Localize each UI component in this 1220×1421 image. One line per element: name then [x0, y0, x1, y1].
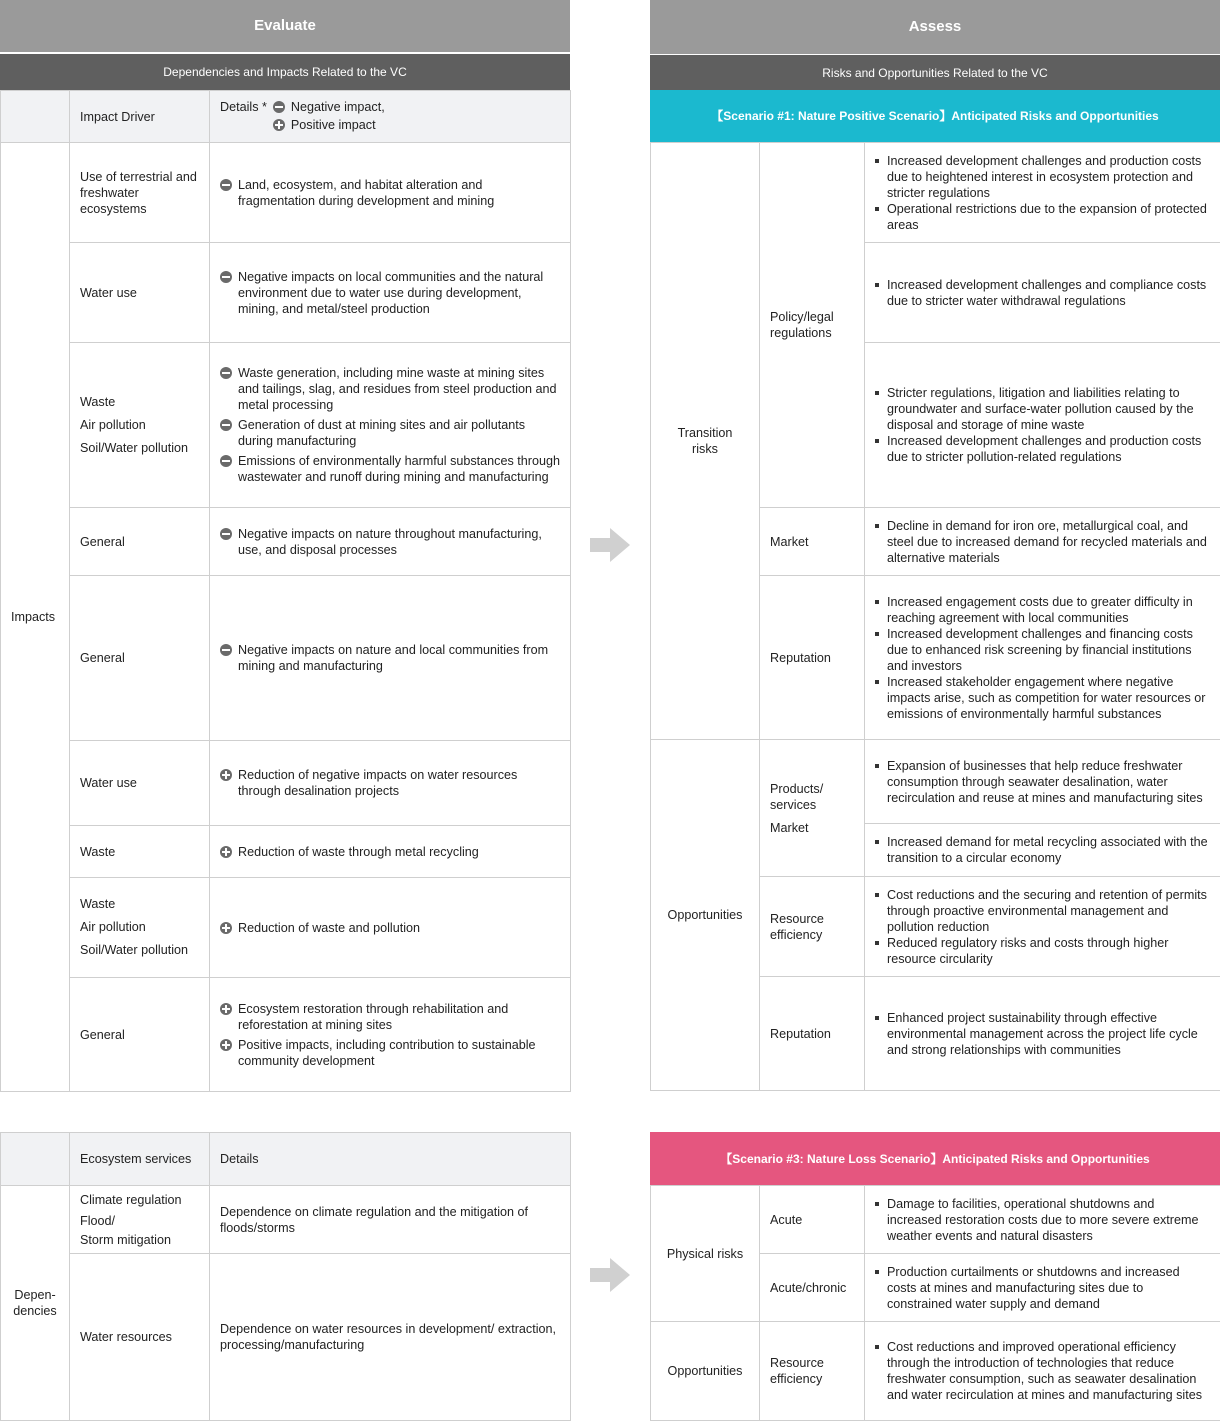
impact-details-cell	[210, 243, 571, 343]
impact-driver: Use of terrestrial and freshwater ecosystems	[80, 169, 197, 216]
impact-driver-cell	[70, 741, 210, 826]
bullet-item: Increased demand for metal recycling associated with the transition to a circular economy	[875, 834, 1210, 866]
minus-circle-icon	[220, 528, 232, 540]
evaluate-header: Evaluate	[0, 0, 570, 52]
plus-circle-icon	[273, 119, 285, 131]
impact-text: Negative impacts on nature and local communities from mining and manufacturing	[238, 643, 549, 673]
impact-driver-cell	[70, 978, 210, 1092]
policy-legal-label: Policy/legal regulations	[760, 143, 865, 508]
impact-details-cell	[210, 826, 571, 878]
impact-driver: Waste	[80, 394, 116, 409]
assess-subheader: Risks and Opportunities Related to the VC	[650, 55, 1220, 90]
impacts-table	[0, 90, 571, 1092]
impact-driver: Waste	[80, 897, 116, 911]
risk-cell	[865, 243, 1220, 343]
right-arrow-icon	[590, 1258, 630, 1292]
details-header-label: Details *	[220, 99, 267, 114]
scenario1-banner: 【Scenario #1: Nature Positive Scenario】Anticipated Risks and Opportunities	[650, 90, 1220, 142]
dependency-details-header: Details	[210, 1133, 571, 1186]
impact-driver: Soil/Water pollution	[80, 943, 189, 957]
impact-details-cell	[210, 878, 571, 978]
plus-circle-icon	[220, 922, 232, 934]
acute-label: Acute	[760, 1186, 865, 1254]
impact-driver-header: Impact Driver	[70, 91, 210, 143]
resource-efficiency-label: Resource efficiency	[760, 877, 865, 977]
impact-driver-cell	[70, 508, 210, 576]
bullet-item: Cost reductions and the securing and retention of permits through proactive environmental management and pollution reduction	[875, 887, 1210, 935]
corner-cell	[1, 91, 70, 143]
service-line: Flood/ Storm mitigation	[80, 1214, 171, 1247]
bullet-item: Reduced regulatory risks and costs through higher resource circularity	[875, 935, 1210, 967]
right-arrow-icon	[590, 528, 630, 562]
impact-driver-cell	[70, 143, 210, 243]
risk-cell	[865, 1254, 1220, 1322]
impact-driver-cell	[70, 878, 210, 978]
impact-text: Negative impacts on local communities and the natural environment due to water use during development, mining, and metal/steel production	[238, 269, 544, 316]
impact-text: Emissions of environmentally harmful substances through wastewater and runoff during mining and manufacturing	[238, 454, 560, 484]
minus-circle-icon	[273, 101, 285, 113]
minus-circle-icon	[220, 419, 232, 431]
impact-item	[220, 844, 560, 860]
impact-item	[220, 417, 560, 449]
opportunity-cell	[865, 824, 1220, 877]
impact-text: Generation of dust at mining sites and air pollutants during manufacturing	[238, 418, 526, 448]
impact-driver: Water use	[80, 285, 137, 300]
impact-text: Negative impacts on nature throughout manufacturing, use, and disposal processes	[238, 526, 542, 557]
impact-item	[220, 269, 560, 317]
ecosystem-services-header: Ecosystem services	[70, 1133, 210, 1186]
acute-chronic-label: Acute/chronic	[760, 1254, 865, 1322]
scenario3-table	[650, 1185, 1220, 1421]
bullet-item: Increased engagement costs due to greater difficulty in reaching agreement with local communities	[875, 594, 1210, 626]
minus-circle-icon	[220, 644, 232, 656]
market-label: Market	[760, 508, 865, 576]
risk-cell	[865, 1186, 1220, 1254]
products-services-label: Products/ services Market	[760, 740, 865, 877]
opportunity-cell	[865, 977, 1220, 1091]
impact-driver: Air pollution	[80, 920, 146, 934]
assess-header: Assess	[650, 0, 1220, 54]
bullet-item: Damage to facilities, operational shutdowns and increased restoration costs due to more severe extreme weather events and natural disasters	[875, 1196, 1210, 1244]
bullet-item: Increased development challenges and production costs due to stricter pollution-related regulations	[875, 433, 1210, 465]
impact-details-cell	[210, 741, 571, 826]
bullet-item: Cost reductions and improved operational efficiency through the introduction of technologies that reduce freshwater consumption, such as seawater desalination and water recirculation at mines and manufacturing sites	[875, 1339, 1210, 1403]
bullet-item: Expansion of businesses that help reduce freshwater consumption through seawater desalination, water recirculation and reuse at mines and manufacturing sites	[875, 758, 1210, 806]
impact-item	[220, 453, 560, 485]
plus-circle-icon	[220, 769, 232, 781]
risk-cell	[865, 143, 1220, 243]
service-cell: Water resources	[70, 1254, 210, 1421]
impact-item	[220, 920, 560, 936]
bullet-item: Increased stakeholder engagement where negative impacts arise, such as competition for water resources or emissions of environmentally harmful substances	[875, 674, 1210, 722]
impact-details-cell	[210, 143, 571, 243]
scenario3-banner: 【Scenario #3: Nature Loss Scenario】Anticipated Risks and Opportunities	[650, 1132, 1220, 1185]
corner-cell	[1, 1133, 70, 1186]
impact-item	[220, 767, 560, 799]
impact-item	[220, 1037, 560, 1069]
bullet-item: Enhanced project sustainability through effective environmental management across the project life cycle and strong relationships with communities	[875, 1010, 1210, 1058]
resource-efficiency-label: Resource efficiency	[760, 1322, 865, 1421]
impact-details-cell	[210, 343, 571, 508]
impact-text: Land, ecosystem, and habitat alteration and fragmentation during development and mining	[238, 177, 495, 208]
impact-driver: Water use	[80, 776, 137, 790]
impact-text: Reduction of negative impacts on water resources through desalination projects	[238, 768, 518, 798]
dependency-detail: Dependence on climate regulation and the mitigation of floods/storms	[210, 1186, 571, 1254]
risk-cell	[865, 576, 1220, 740]
minus-circle-icon	[220, 367, 232, 379]
evaluate-subheader: Dependencies and Impacts Related to the VC	[0, 54, 570, 90]
plus-circle-icon	[220, 1003, 232, 1015]
minus-circle-icon	[220, 455, 232, 467]
opportunity-cell	[865, 1322, 1220, 1421]
risk-cell	[865, 343, 1220, 508]
dependencies-group-label: Depen- dencies	[1, 1186, 70, 1421]
bullet-item: Increased development challenges and compliance costs due to stricter water withdrawal regulations	[875, 277, 1210, 309]
bullet-item: Decline in demand for iron ore, metallurgical coal, and steel due to increased demand for recycled materials and alternative materials	[875, 518, 1210, 566]
impacts-group-label: Impacts	[1, 143, 70, 1092]
impact-text: Reduction of waste and pollution	[238, 920, 421, 935]
legend-negative: Negative impact,	[290, 99, 385, 114]
bullet-item: Operational restrictions due to the expansion of protected areas	[875, 201, 1210, 233]
impact-item	[220, 642, 560, 674]
impact-driver: Air pollution	[80, 417, 146, 432]
opportunities-label: Opportunities	[651, 740, 760, 1091]
physical-risks-label: Physical risks	[651, 1186, 760, 1322]
opportunities-label: Opportunities	[651, 1322, 760, 1421]
impact-text: Positive impacts, including contribution to sustainable community development	[238, 1037, 536, 1068]
bullet-item: Increased development challenges and production costs due to heightened interest in ecosystem protection and stricter regulations	[875, 153, 1210, 201]
impact-driver: General	[80, 1027, 125, 1042]
impact-item	[220, 526, 560, 558]
impact-driver: Soil/Water pollution	[80, 440, 189, 455]
reputation-label: Reputation	[760, 576, 865, 740]
impact-text: Waste generation, including mine waste at mining sites and tailings, slag, and residues from steel production and metal processing	[238, 366, 557, 412]
reputation-label: Reputation	[760, 977, 865, 1091]
minus-circle-icon	[220, 271, 232, 283]
service-cell	[70, 1186, 210, 1254]
dependency-detail: Dependence on water resources in development/ extraction, processing/manufacturing	[210, 1254, 571, 1421]
legend-positive: Positive impact	[290, 117, 376, 132]
impact-driver-cell	[70, 576, 210, 741]
minus-circle-icon	[220, 179, 232, 191]
impact-text: Ecosystem restoration through rehabilitation and reforestation at mining sites	[238, 1001, 509, 1032]
plus-circle-icon	[220, 1039, 232, 1051]
impact-driver: Waste	[80, 844, 116, 859]
impact-text: Reduction of waste through metal recycling	[238, 844, 479, 859]
impact-driver: General	[80, 534, 125, 549]
risk-cell	[865, 508, 1220, 576]
impact-details-cell	[210, 508, 571, 576]
impact-driver: General	[80, 651, 125, 665]
bullet-item: Stricter regulations, litigation and liabilities relating to groundwater and surface-water pollution caused by the disposal and storage of mine waste	[875, 385, 1210, 433]
impact-details-cell	[210, 978, 571, 1092]
impact-item	[220, 1001, 560, 1033]
dependencies-table	[0, 1132, 571, 1421]
impact-item	[220, 177, 560, 209]
plus-circle-icon	[220, 846, 232, 858]
bullet-item: Production curtailments or shutdowns and increased costs at mines and manufacturing sites due to constrained water supply and demand	[875, 1264, 1210, 1312]
impact-driver-cell	[70, 343, 210, 508]
opportunity-cell	[865, 740, 1220, 824]
transition-risks-label: Transition risks	[651, 143, 760, 740]
impact-details-cell	[210, 576, 571, 741]
details-header	[210, 91, 571, 143]
impact-driver-cell	[70, 243, 210, 343]
bullet-item: Increased development challenges and financing costs due to enhanced risk screening by financial institutions and investors	[875, 626, 1210, 674]
impact-driver-cell	[70, 826, 210, 878]
service-line: Climate regulation	[80, 1193, 182, 1207]
impact-item	[220, 365, 560, 413]
scenario1-table	[650, 142, 1220, 1091]
opportunity-cell	[865, 877, 1220, 977]
